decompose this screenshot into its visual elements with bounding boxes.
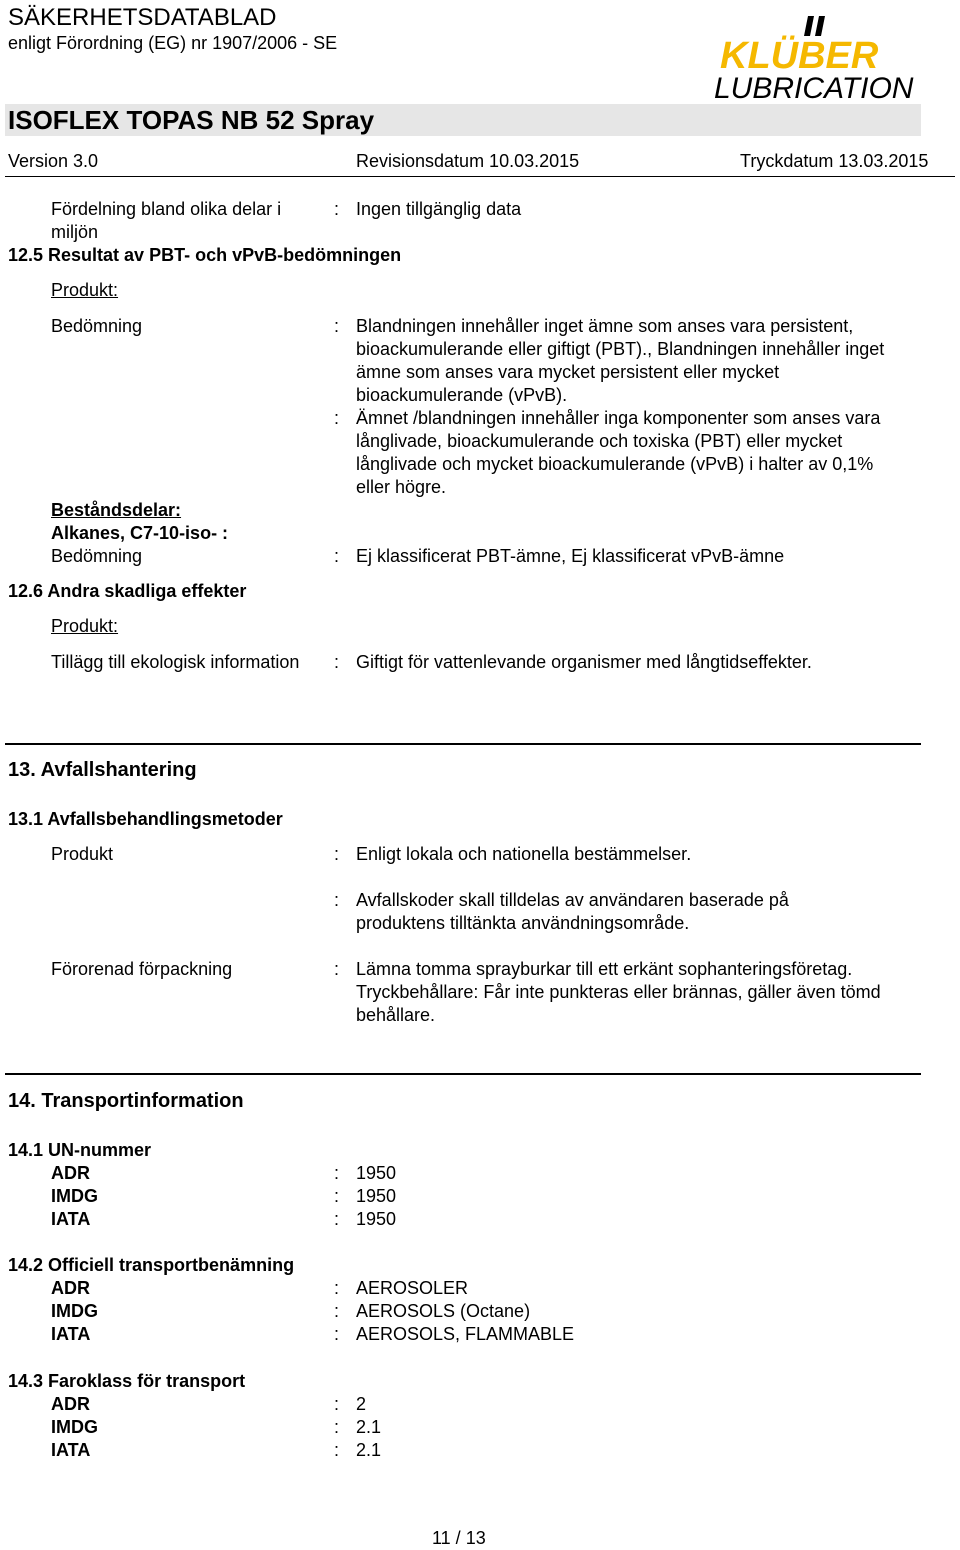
colon: : <box>334 1440 340 1460</box>
class-adr-label: ADR <box>51 1394 90 1414</box>
product-name: ISOFLEX TOPAS NB 52 Spray <box>8 105 375 135</box>
name-imdg-value: AEROSOLS (Octane) <box>356 1301 531 1321</box>
waste-product-value-2: Avfallskoder skall tilldelas av användaren baserade på produktens tilltänkta användningsområde. <box>356 890 789 933</box>
eco-label: Tillägg till ekologisk information <box>51 652 300 672</box>
un-iata-label: IATA <box>51 1209 91 1229</box>
assessment-value-1: Blandningen innehåller inget ämne som anses vara persistent, bioackumulerande eller giftigt (PBT)., Blandningen innehåller inget ämne som anses vara mycket persistent eller mycket bioackumulerande (vPvB). <box>356 316 885 405</box>
assessment-label: Bedömning <box>51 316 143 336</box>
un-number-heading: 14.1 UN-nummer <box>8 1140 152 1160</box>
waste-methods-heading: 13.1 Avfallsbehandlingsmetoder <box>8 809 283 829</box>
un-adr-label: ADR <box>51 1163 90 1183</box>
colon: : <box>334 546 340 566</box>
distribution-label: Fördelning bland olika delar i miljön <box>51 199 282 242</box>
transport-heading: 14. Transportinformation <box>8 1090 244 1112</box>
name-imdg-label: IMDG <box>51 1301 98 1321</box>
colon: : <box>334 959 340 979</box>
document-title: SÄKERHETSDATABLAD <box>8 4 277 31</box>
regulation-subtitle: enligt Förordning (EG) nr 1907/2006 - SE <box>8 33 338 53</box>
colon: : <box>334 316 340 336</box>
colon: : <box>334 408 340 428</box>
page-number: 11 / 13 <box>432 1528 486 1548</box>
colon: : <box>334 1209 340 1229</box>
eco-value: Giftigt för vattenlevande organismer med långtidseffekter. <box>356 652 812 672</box>
logo-word-lubrication: LUBRICATION <box>714 72 914 102</box>
name-adr-value: AEROSOLER <box>356 1278 469 1298</box>
print-date: Tryckdatum 13.03.2015 <box>740 151 929 171</box>
waste-product-label: Produkt <box>51 844 114 864</box>
class-adr-value: 2 <box>356 1394 367 1414</box>
colon: : <box>334 890 340 910</box>
name-iata-value: AEROSOLS, FLAMMABLE <box>356 1324 575 1344</box>
revision-date: Revisionsdatum 10.03.2015 <box>356 151 580 171</box>
header-rule <box>5 176 955 177</box>
produkt-label: Produkt: <box>51 280 119 300</box>
colon: : <box>334 1394 340 1414</box>
colon: : <box>334 1278 340 1298</box>
section-rule <box>5 743 921 745</box>
class-iata-label: IATA <box>51 1440 91 1460</box>
components-label: Beståndsdelar: <box>51 500 182 520</box>
packaging-label: Förorenad förpackning <box>51 959 233 979</box>
name-adr-label: ADR <box>51 1278 90 1298</box>
un-imdg-value: 1950 <box>356 1186 397 1206</box>
class-iata-value: 2.1 <box>356 1440 382 1460</box>
colon: : <box>334 1163 340 1183</box>
class-imdg-label: IMDG <box>51 1417 98 1437</box>
un-imdg-label: IMDG <box>51 1186 98 1206</box>
shipping-name-heading: 14.2 Officiell transportbenämning <box>8 1255 295 1275</box>
packaging-value: Lämna tomma sprayburkar till ett erkänt sophanteringsföretag. Tryckbehållare: Får inte punkteras eller brännas, gäller även tömd behållare. <box>356 959 881 1025</box>
colon: : <box>334 844 340 864</box>
component-assessment-label: Bedömning <box>51 546 143 566</box>
colon: : <box>334 652 340 672</box>
waste-heading: 13. Avfallshantering <box>8 759 197 781</box>
name-iata-label: IATA <box>51 1324 91 1344</box>
section-rule <box>5 1073 921 1075</box>
class-imdg-value: 2.1 <box>356 1417 382 1437</box>
colon: : <box>334 1301 340 1321</box>
kluber-logo <box>712 10 952 102</box>
waste-product-value-1: Enligt lokala och nationella bestämmelser. <box>356 844 692 864</box>
un-iata-value: 1950 <box>356 1209 397 1229</box>
component-name: Alkanes, C7-10-iso- : <box>51 523 229 543</box>
un-adr-value: 1950 <box>356 1163 397 1183</box>
hazard-class-heading: 14.3 Faroklass för transport <box>8 1371 246 1391</box>
colon: : <box>334 1324 340 1344</box>
colon: : <box>334 1417 340 1437</box>
colon: : <box>334 199 340 219</box>
distribution-value: Ingen tillgänglig data <box>356 199 522 219</box>
assessment-value-2: Ämnet /blandningen innehåller inga komponenter som anses vara långlivade, bioackumulerande och toxiska (PBT) eller mycket långlivade och mycket bioackumulerande (vPvB) i halter av 0,1% eller högre. <box>356 408 881 497</box>
other-effects-heading: 12.6 Andra skadliga effekter <box>8 581 247 601</box>
pbt-heading: 12.5 Resultat av PBT- och vPvB-bedömningen <box>8 245 402 265</box>
product-title-bar <box>5 104 921 136</box>
produkt-label-2: Produkt: <box>51 616 119 636</box>
component-assessment-value: Ej klassificerat PBT-ämne, Ej klassificerat vPvB-ämne <box>356 546 785 566</box>
colon: : <box>334 1186 340 1206</box>
version-label: Version 3.0 <box>8 151 99 171</box>
logo-word-kluber: KLÜBER <box>720 35 879 77</box>
